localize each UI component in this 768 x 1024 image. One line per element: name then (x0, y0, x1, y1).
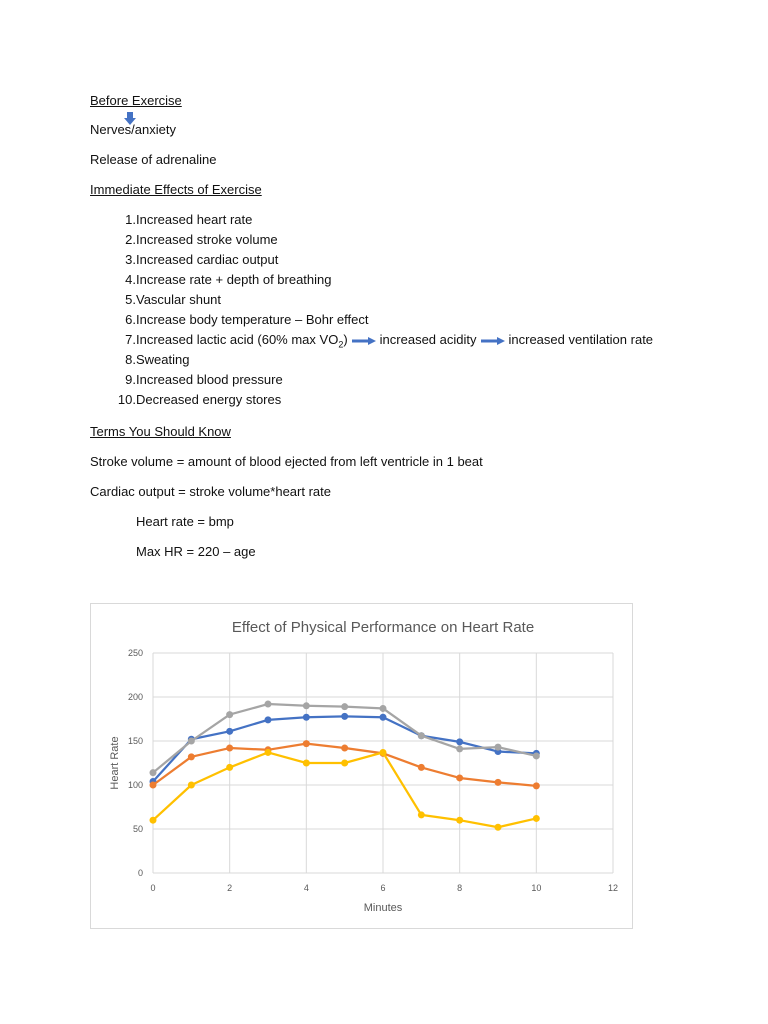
x-axis-label: Minutes (363, 902, 403, 914)
closing-paren: ) (343, 332, 348, 347)
x-tick-label: 2 (227, 883, 233, 893)
data-point (495, 744, 502, 751)
data-point (226, 745, 233, 752)
list-item-text: Increase body temperature – Bohr effect (136, 312, 369, 327)
list-item-text (136, 332, 653, 353)
list-number: 1. (125, 212, 136, 227)
chart-title: Effect of Physical Performance on Heart Rate (231, 619, 535, 636)
data-point (380, 714, 387, 721)
data-point (150, 817, 157, 824)
data-point (380, 705, 387, 712)
x-tick-label: 6 (380, 883, 386, 893)
data-point (150, 782, 157, 789)
data-point (495, 779, 502, 786)
data-point (150, 769, 157, 776)
right-arrow-icon (352, 337, 376, 345)
data-point (341, 745, 348, 752)
list-item-text: Increased heart rate (136, 212, 253, 227)
list-item-text: Sweating (136, 352, 190, 367)
data-point (418, 732, 425, 739)
lactic-acid-text: Increased lactic acid (60% max VO (136, 332, 339, 347)
data-point (188, 782, 195, 789)
data-point (533, 815, 540, 822)
data-point (188, 753, 195, 760)
list-item-text: Increased blood pressure (136, 372, 283, 387)
max-hr-definition: Max HR = 220 – age (136, 544, 256, 559)
data-point (418, 764, 425, 771)
immediate-effects-heading: Immediate Effects of Exercise (90, 182, 262, 197)
data-point (456, 738, 463, 745)
list-item (110, 392, 282, 412)
list-item (110, 212, 253, 232)
adrenaline-text: Release of adrenaline (90, 152, 217, 167)
data-point (265, 716, 272, 723)
list-number: 10. (117, 392, 136, 407)
y-tick-label: 0 (137, 868, 143, 878)
x-tick-label: 8 (457, 883, 463, 893)
data-point (495, 824, 502, 831)
x-tick-label: 10 (531, 883, 542, 893)
list-number: 6. (125, 312, 136, 327)
nerves-text: Nerves/anxiety (90, 122, 176, 137)
x-tick-label: 4 (303, 883, 309, 893)
list-item (110, 332, 654, 352)
y-tick-label: 250 (127, 648, 143, 658)
data-point (533, 782, 540, 789)
list-item (110, 272, 332, 292)
data-point (456, 774, 463, 781)
y-tick-label: 200 (127, 692, 143, 702)
list-number: 5. (125, 292, 136, 307)
heart-rate-definition: Heart rate = bmp (136, 514, 234, 529)
data-point (303, 740, 310, 747)
list-item (110, 312, 369, 332)
list-item (110, 232, 278, 252)
data-point (341, 703, 348, 710)
before-exercise-heading: Before Exercise (90, 93, 182, 108)
data-point (303, 702, 310, 709)
data-point (226, 711, 233, 718)
right-arrow-icon (481, 337, 505, 345)
list-item-text: Vascular shunt (136, 292, 222, 307)
y-tick-label: 50 (132, 824, 143, 834)
y-tick-label: 150 (127, 736, 143, 746)
data-point (265, 749, 272, 756)
list-item-text: Increase rate + depth of breathing (136, 272, 332, 287)
list-number: 2. (125, 232, 136, 247)
data-point (533, 752, 540, 759)
stroke-volume-definition: Stroke volume = amount of blood ejected from left ventricle in 1 beat (90, 454, 483, 469)
list-item (110, 252, 279, 272)
effects-list (110, 212, 654, 412)
data-point (265, 701, 272, 708)
list-item-text: Increased stroke volume (136, 232, 278, 247)
increased-acidity-text: increased acidity (379, 332, 477, 347)
list-item (110, 352, 190, 372)
list-item (110, 372, 283, 392)
list-number: 4. (125, 272, 136, 287)
data-point (341, 760, 348, 767)
list-number: 8. (125, 352, 136, 367)
data-point (303, 714, 310, 721)
y-tick-label: 100 (127, 780, 143, 790)
list-item-text: Decreased energy stores (136, 392, 282, 407)
terms-heading: Terms You Should Know (90, 424, 231, 439)
data-point (380, 749, 387, 756)
chart-svg (91, 604, 632, 928)
list-number: 7. (125, 332, 136, 347)
data-point (341, 713, 348, 720)
list-item (110, 292, 222, 312)
heart-rate-chart (90, 603, 633, 929)
data-point (226, 728, 233, 735)
data-point (418, 811, 425, 818)
data-point (456, 745, 463, 752)
x-tick-label: 0 (150, 883, 156, 893)
list-number: 3. (125, 252, 136, 267)
data-point (226, 764, 233, 771)
cardiac-output-definition: Cardiac output = stroke volume*heart rate (90, 484, 331, 499)
x-tick-label: 12 (607, 883, 619, 893)
data-point (303, 760, 310, 767)
data-point (188, 738, 195, 745)
ventilation-rate-text: increased ventilation rate (508, 332, 654, 347)
list-number: 9. (125, 372, 136, 387)
list-item-text: Increased cardiac output (136, 252, 279, 267)
y-axis-label: Heart Rate (109, 736, 121, 790)
subscript-2: 2 (338, 339, 344, 350)
data-point (456, 817, 463, 824)
